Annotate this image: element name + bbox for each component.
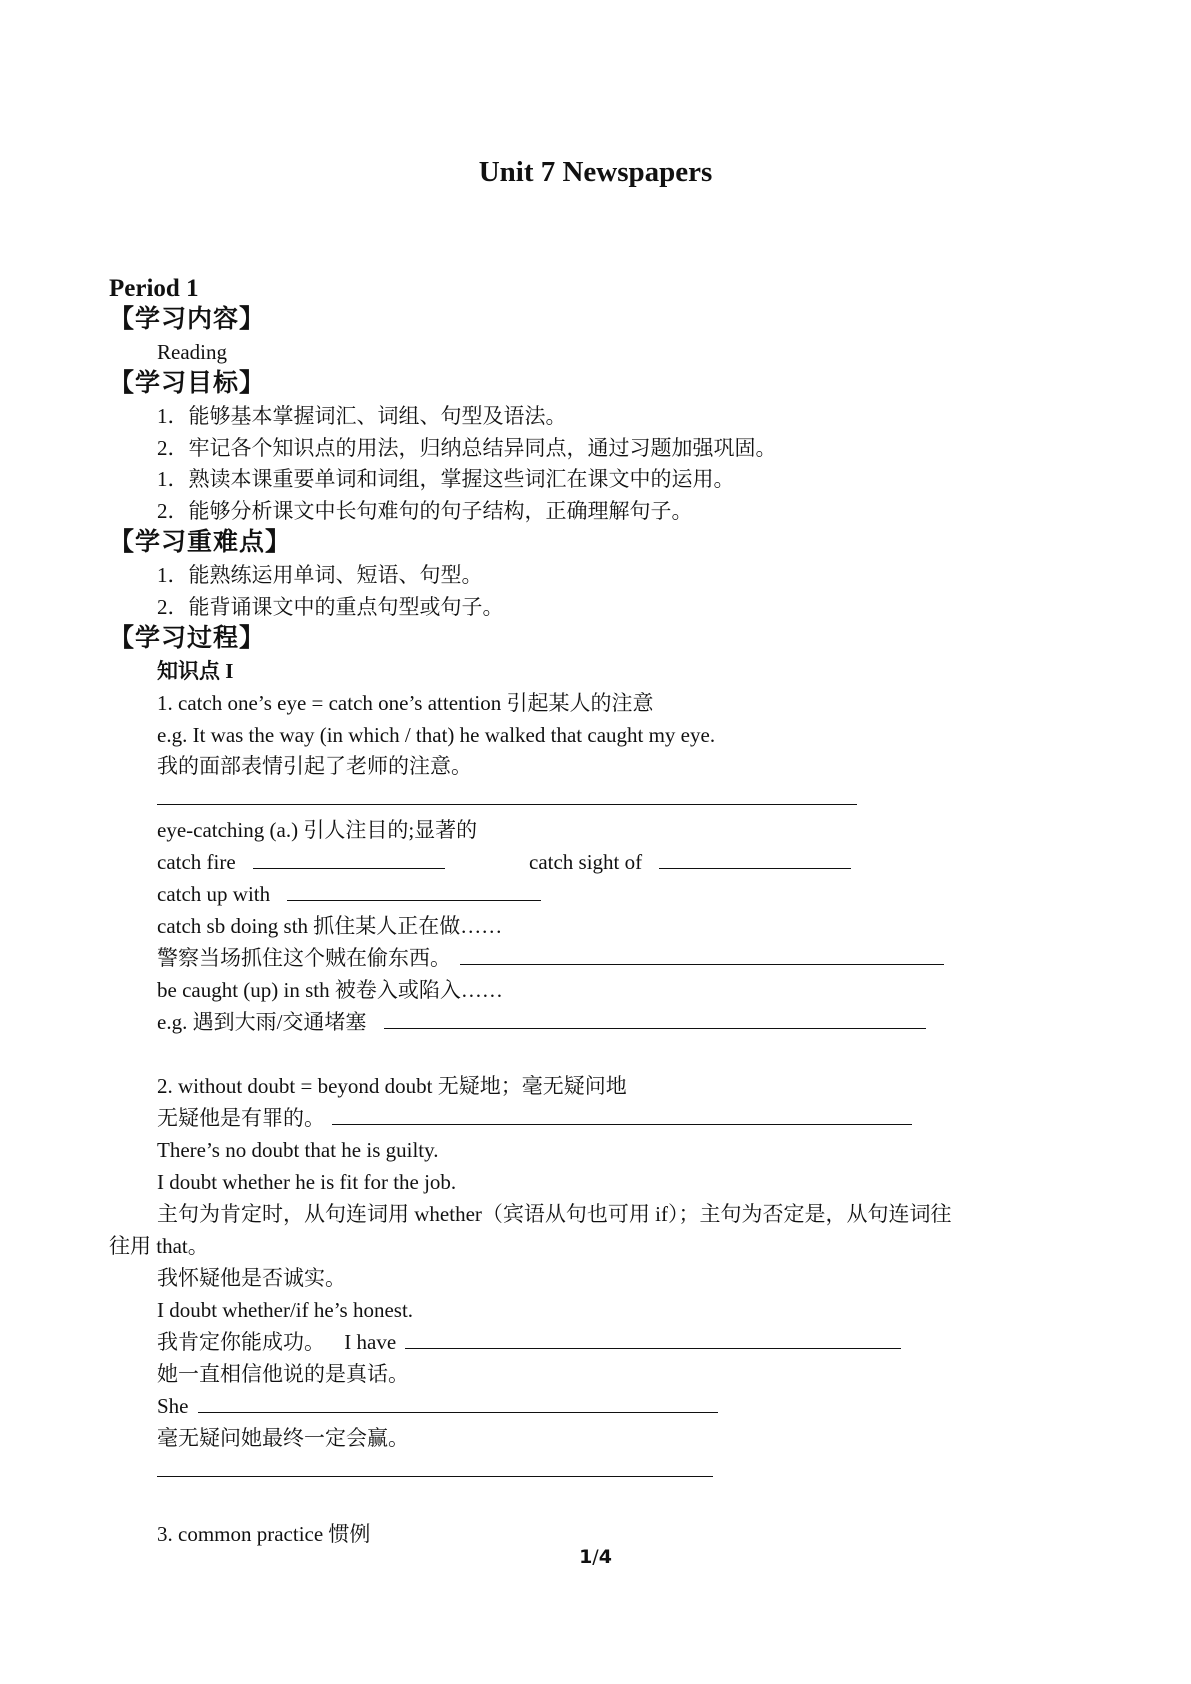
answer-blank[interactable] — [332, 1104, 912, 1125]
translation-prompt: 我的面部表情引起了老师的注意。 — [157, 754, 472, 778]
key-point-item: 1．能熟练运用单词、短语、句型。 — [157, 563, 483, 587]
answer-blank[interactable] — [157, 1456, 713, 1484]
example-prompt: e.g. 遇到大雨/交通堵塞 — [157, 1010, 367, 1034]
translation-prompt: 我怀疑他是否诚实。 — [157, 1266, 346, 1290]
example-sentence: e.g. It was the way (in which / that) he walked that caught my eye. — [157, 723, 716, 747]
police-row — [157, 944, 944, 972]
page-current: 1 — [579, 1546, 593, 1568]
catch-sb-entry: catch sb doing sth 抓住某人正在做…… — [157, 914, 503, 938]
catch-up-label: catch up with — [157, 882, 271, 906]
answer-blank[interactable] — [460, 944, 944, 965]
page-title: Unit 7 Newspapers — [478, 156, 713, 188]
item-common-practice: 3. common practice 惯例 — [157, 1522, 371, 1546]
goal-item: 1．能够基本掌握词汇、词组、句型及语法。 — [157, 404, 567, 428]
goal-item: 2．能够分析课文中长句难句的句子结构，正确理解句子。 — [157, 499, 693, 523]
goals-heading: 【学习目标】 — [109, 368, 266, 397]
catch-fire-row — [157, 848, 445, 876]
succeed-row — [157, 1328, 901, 1356]
answer-blank[interactable] — [253, 848, 445, 869]
sentence-start: She — [157, 1394, 189, 1418]
period-heading: Period 1 — [109, 275, 199, 302]
process-heading: 【学习过程】 — [109, 623, 266, 652]
grammar-rule: 主句为肯定时，从句连词用 whether（宾语从句也可用 if）；主句为否定是，从句连词往 — [157, 1202, 952, 1226]
catch-sight-label: catch sight of — [529, 850, 643, 874]
catch-up-row — [157, 880, 541, 908]
grammar-rule-cont: 往用 that。 — [109, 1234, 209, 1258]
content-heading: 【学习内容】 — [109, 304, 266, 333]
key-point-item: 2．能背诵课文中的重点句型或句子。 — [157, 595, 504, 619]
goal-item: 1．熟读本课重要单词和词组，掌握这些词汇在课文中的运用。 — [157, 467, 735, 491]
answer-blank[interactable] — [384, 1008, 926, 1029]
eye-catching-entry: eye-catching (a.) 引人注目的;显著的 — [157, 818, 478, 842]
catch-sight-row — [529, 848, 851, 876]
item-catch-eye: 1. catch one’s eye = catch one’s attention 引起某人的注意 — [157, 691, 654, 715]
example-sentence: I doubt whether/if he’s honest. — [157, 1298, 414, 1322]
page-separator: / — [592, 1546, 599, 1568]
answer-blank[interactable] — [405, 1328, 901, 1349]
translation-prompt: 无疑他是有罪的。 — [157, 1106, 325, 1130]
translation-prompt: 毫无疑问她最终一定会赢。 — [157, 1426, 409, 1450]
example-sentence: There’s no doubt that he is guilty. — [157, 1138, 439, 1162]
answer-blank[interactable] — [157, 784, 857, 812]
translation-prompt: 警察当场抓住这个贼在偷东西。 — [157, 946, 451, 970]
page-total: 4 — [598, 1546, 612, 1568]
goal-item: 2．牢记各个知识点的用法，归纳总结异同点，通过习题加强巩固。 — [157, 436, 777, 460]
sentence-start: I have — [344, 1330, 397, 1354]
answer-blank[interactable] — [659, 848, 851, 869]
guilty-row — [157, 1104, 912, 1132]
answer-blank[interactable] — [198, 1392, 718, 1413]
answer-blank[interactable] — [287, 880, 541, 901]
page-number — [0, 1546, 1191, 1568]
caught-up-entry: be caught (up) in sth 被卷入或陷入…… — [157, 978, 503, 1002]
translation-prompt: 我肯定你能成功。 — [157, 1330, 325, 1354]
item-without-doubt: 2. without doubt = beyond doubt 无疑地；毫无疑问地 — [157, 1074, 627, 1098]
content-body: Reading — [157, 340, 227, 364]
catch-fire-label: catch fire — [157, 850, 236, 874]
translation-prompt: 她一直相信他说的是真话。 — [157, 1362, 409, 1386]
knowledge-point-title: 知识点 I — [157, 659, 234, 683]
example-sentence: I doubt whether he is fit for the job. — [157, 1170, 457, 1194]
caught-up-example-row — [157, 1008, 926, 1036]
truth-row — [157, 1392, 718, 1420]
key-points-heading: 【学习重难点】 — [109, 527, 292, 556]
